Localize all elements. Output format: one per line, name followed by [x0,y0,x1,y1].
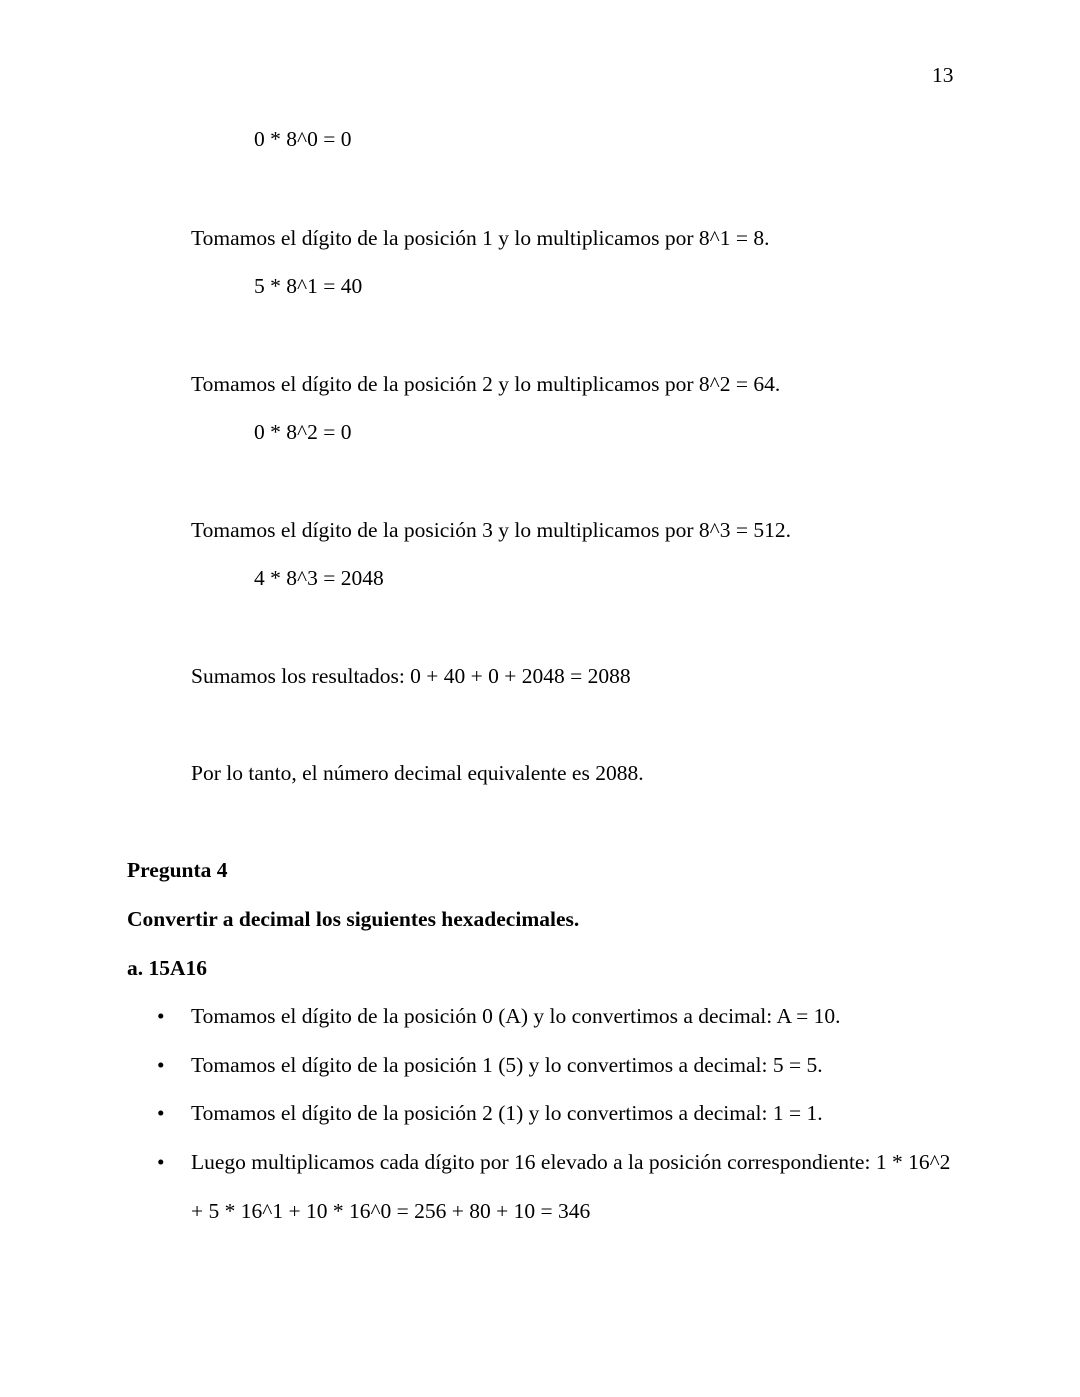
bullet-icon: • [157,1004,165,1028]
list-item-continuation: + 5 * 16^1 + 10 * 16^0 = 256 + 80 + 10 = 346 [191,1199,591,1223]
paragraph-line: Tomamos el dígito de la posición 2 y lo multiplicamos por 8^2 = 64. [191,372,781,396]
page-number: 13 [932,63,954,87]
equation-line: 4 * 8^3 = 2048 [254,566,384,590]
equation-line: 0 * 8^0 = 0 [254,127,352,151]
question-instruction: Convertir a decimal los siguientes hexadecimales. [127,907,580,931]
bullet-icon: • [157,1101,165,1125]
paragraph-line: Tomamos el dígito de la posición 3 y lo multiplicamos por 8^3 = 512. [191,518,791,542]
list-item: Tomamos el dígito de la posición 0 (A) y lo convertimos a decimal: A = 10. [191,1004,841,1028]
bullet-icon: • [157,1150,165,1174]
item-label: a. 15A16 [127,956,208,980]
conclusion-line: Por lo tanto, el número decimal equivalente es 2088. [191,761,644,785]
list-item: Tomamos el dígito de la posición 2 (1) y lo convertimos a decimal: 1 = 1. [191,1101,823,1125]
equation-line: 5 * 8^1 = 40 [254,274,363,298]
list-item: Tomamos el dígito de la posición 1 (5) y lo convertimos a decimal: 5 = 5. [191,1053,823,1077]
question-heading: Pregunta 4 [127,858,228,882]
list-item: Luego multiplicamos cada dígito por 16 elevado a la posición correspondiente: 1 * 16^2 [191,1150,951,1174]
equation-line: 0 * 8^2 = 0 [254,420,352,444]
paragraph-line: Tomamos el dígito de la posición 1 y lo multiplicamos por 8^1 = 8. [191,226,770,250]
bullet-icon: • [157,1053,165,1077]
sum-line: Sumamos los resultados: 0 + 40 + 0 + 2048 = 2088 [191,664,631,688]
